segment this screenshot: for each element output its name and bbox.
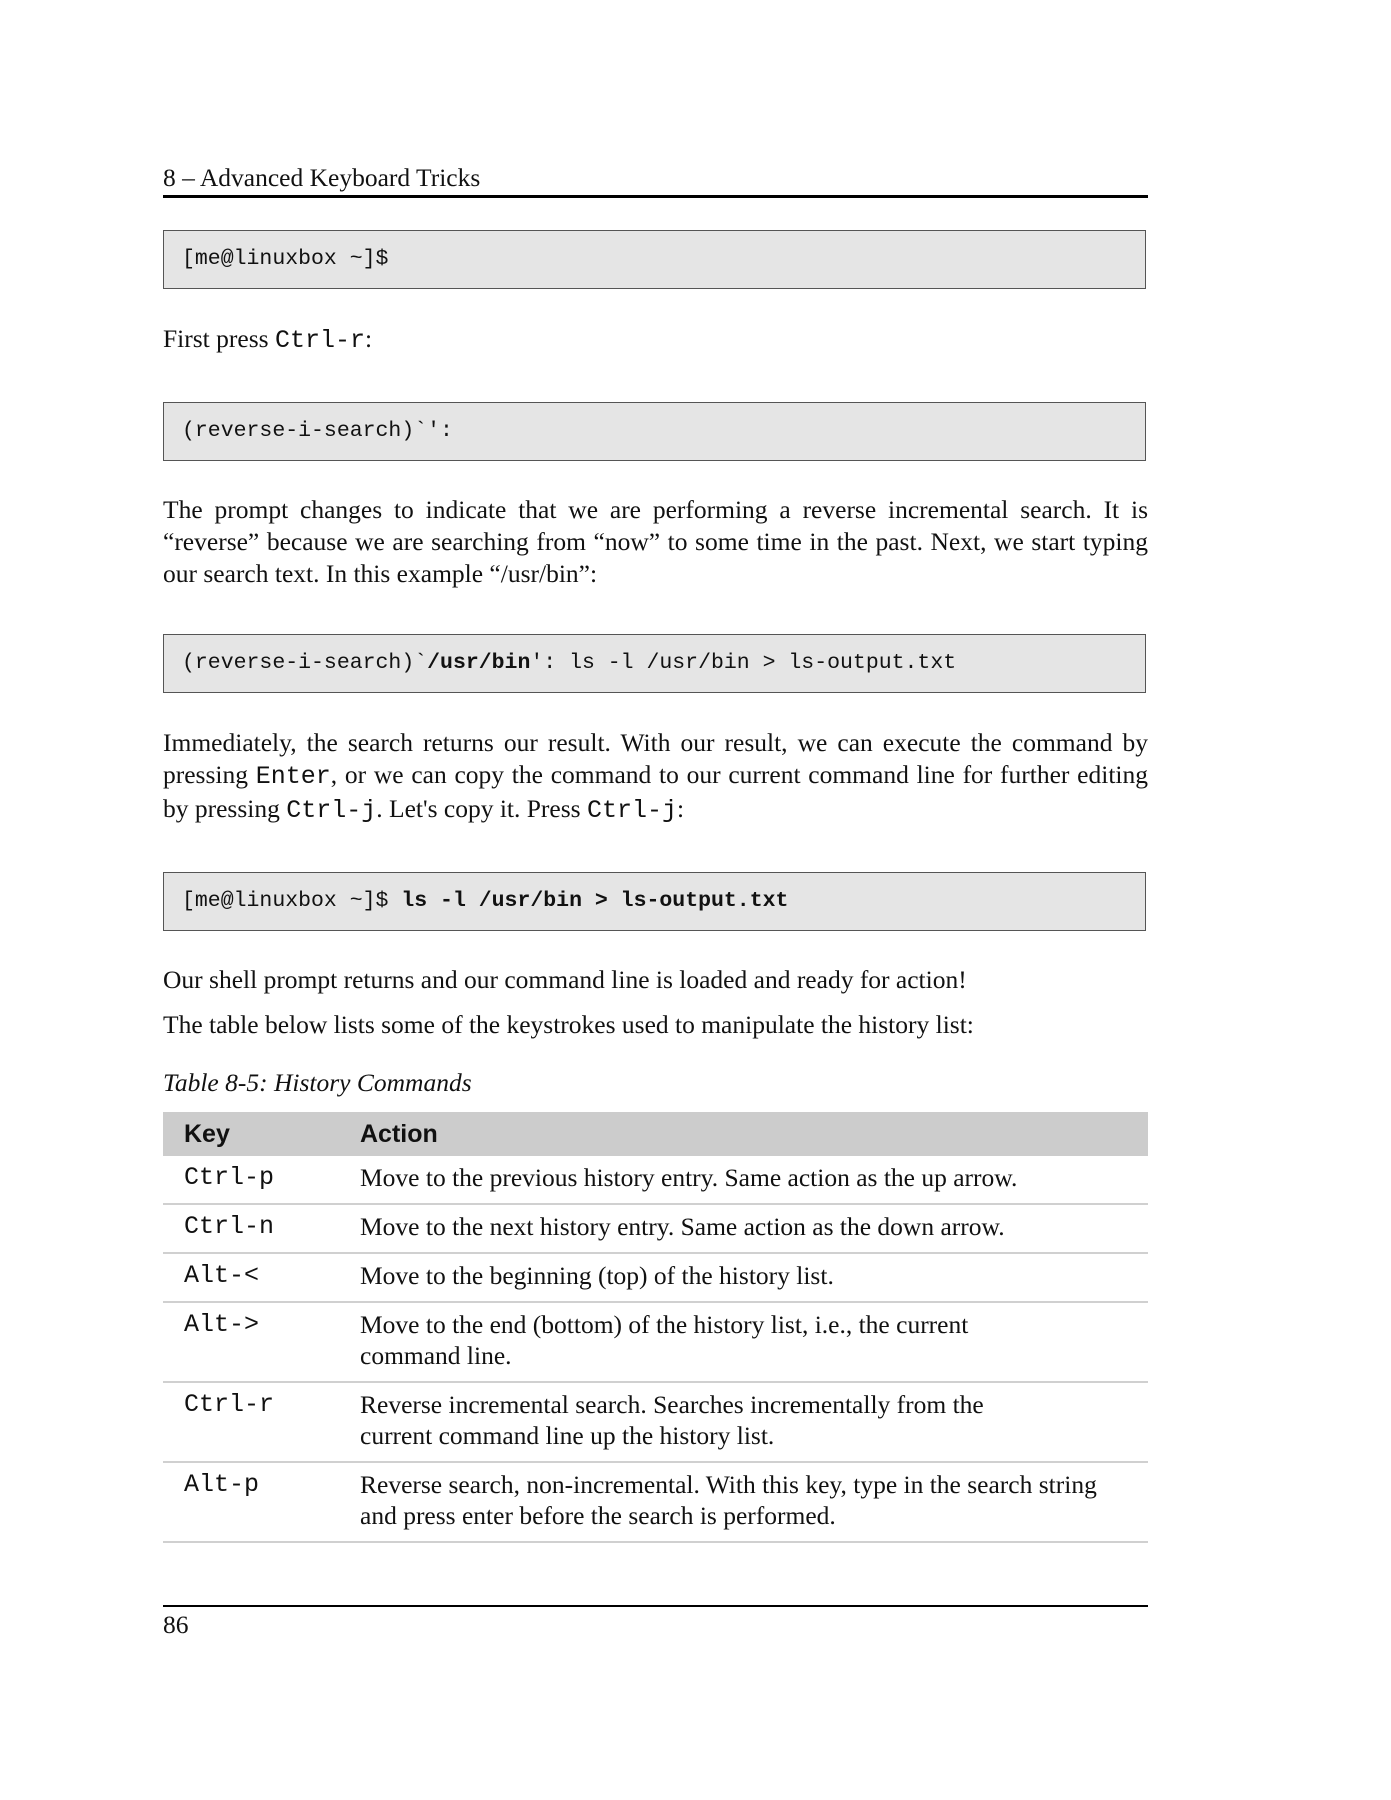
page-number: 86 [163,1610,189,1639]
text: , or we can copy the command to our current command line for further editing by pressing [163,760,1148,823]
paragraph-shell-returns: Our shell prompt returns and our command line is loaded and ready for action! [163,965,967,994]
table-row [163,1382,1148,1462]
key-cell: Ctrl-n [163,1204,360,1253]
key-cell: Alt-< [163,1253,360,1302]
code-block-prompt: [me@linuxbox ~]$ [163,230,1146,289]
command: ls -l /usr/bin > ls-output.txt [401,889,789,913]
key-cell: Alt-> [163,1302,360,1382]
action-cell: Move to the beginning (top) of the history list. [360,1253,1148,1302]
inline-code: Ctrl-r [274,326,365,355]
search-term: /usr/bin [427,651,531,675]
paragraph-first-press [163,323,1148,357]
text: : [364,324,373,353]
table-row [163,1156,1148,1204]
table-row [163,1462,1148,1542]
inline-code: Ctrl-j [586,796,677,825]
key-cell: Ctrl-p [163,1156,360,1204]
key-cell: Alt-p [163,1462,360,1542]
code-block-search: (reverse-i-search)`': [163,402,1146,461]
table-header-row [163,1112,1148,1156]
action-cell: Move to the next history entry. Same action as the down arrow. [360,1204,1148,1253]
paragraph-prompt-changes: The prompt changes to indicate that we are performing a reverse incremental search. It is “reverse” because we are searching from “now” to some time in the past. Next, we start typing our search text. In this example “/usr/bin”: [163,495,1148,588]
text: ': ls -l /usr/bin > ls-output.txt [530,651,957,675]
history-commands-table [163,1112,1148,1543]
text: . Let's copy it. Press [376,794,587,823]
paragraph-table-intro: The table below lists some of the keystrokes used to manipulate the history list: [163,1010,974,1039]
column-header-key: Key [163,1112,360,1156]
action-cell: Reverse search, non-incremental. With this key, type in the search string and press enter before the search is performed. [360,1462,1148,1542]
code-block-search-result [163,634,1146,693]
header-rule [163,195,1148,198]
text: [me@linuxbox ~]$ [182,889,402,913]
table-row [163,1204,1148,1253]
text: First press [163,324,275,353]
footer-rule [163,1605,1148,1607]
text: (reverse-i-search)` [182,651,428,675]
action-cell: Move to the previous history entry. Same action as the up arrow. [360,1156,1148,1204]
action-cell: Move to the end (bottom) of the history list, i.e., the current command line. [360,1302,1148,1382]
table-row [163,1302,1148,1382]
text: : [676,794,685,823]
key-cell: Ctrl-r [163,1382,360,1462]
running-header: 8 – Advanced Keyboard Tricks [163,163,481,192]
inline-code: Enter [255,762,331,791]
column-header-action: Action [360,1112,1148,1156]
paragraph-immediately [163,727,1148,827]
table-caption: Table 8-5: History Commands [163,1068,472,1097]
inline-code: Ctrl-j [286,796,377,825]
code-block-loaded-command [163,872,1146,931]
text: Immediately, the search returns our result. With our result, we can execute the command by pressing [163,728,1148,789]
action-cell: Reverse incremental search. Searches incrementally from the current command line up the history list. [360,1382,1148,1462]
table-row [163,1253,1148,1302]
